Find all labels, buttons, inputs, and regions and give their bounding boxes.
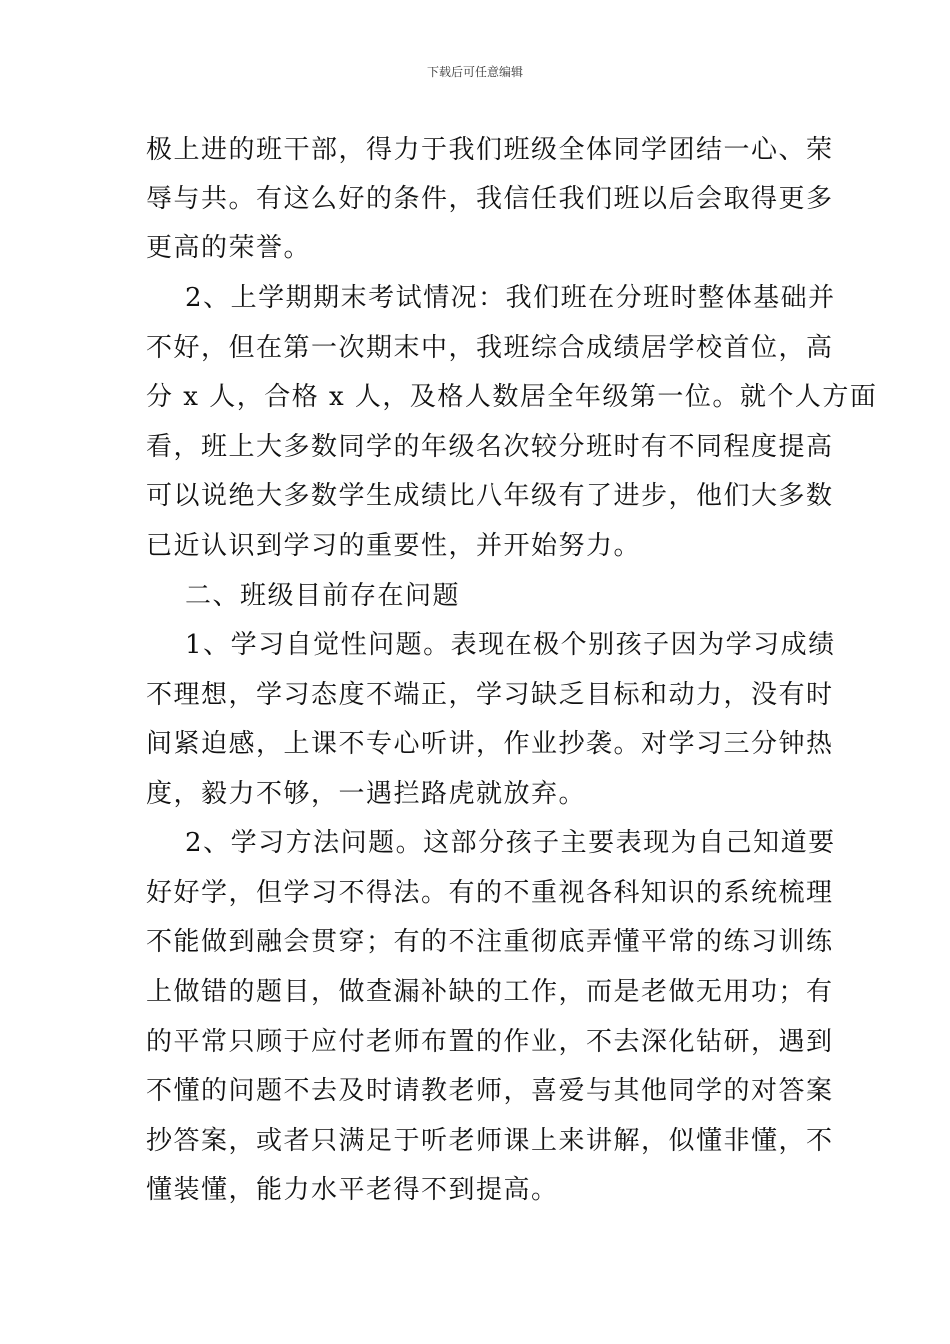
body-line: 2、学习方法问题。这部分孩子主要表现为自己知道要 [146, 828, 836, 858]
body-line: 好好学，但学习不得法。有的不重视各科知识的系统梳理 [146, 878, 834, 908]
body-line: 不懂的问题不去及时请教老师，喜爱与其他同学的对答案 [146, 1076, 834, 1106]
body-line: 的平常只顾于应付老师布置的作业，不去深化钻研，遇到 [146, 1027, 834, 1057]
body-line: 懂装懂，能力水平老得不到提高。 [146, 1175, 559, 1205]
body-line: 二、班级目前存在问题 [146, 581, 461, 611]
body-line: 2、上学期期末考试情况：我们班在分班时整体基础并 [146, 283, 836, 313]
body-line: 已近认识到学习的重要性，并开始努力。 [146, 531, 642, 561]
page-header: 下载后可任意编辑 [426, 65, 523, 79]
body-line: 不好，但在第一次期末中，我班综合成绩居学校首位，高 [146, 333, 834, 363]
body-line: 更高的荣誉。 [146, 233, 312, 263]
body-line: 不能做到融会贯穿；有的不注重彻底弄懂平常的练习训练 [146, 927, 834, 957]
body-line: 抄答案，或者只满足于听老师课上来讲解，似懂非懂，不 [146, 1126, 834, 1156]
body-line: 1、学习自觉性问题。表现在极个别孩子因为学习成绩 [146, 630, 836, 660]
body-line: 看，班上大多数同学的年级名次较分班时有不同程度提高 [146, 432, 834, 462]
body-line: 可以说绝大多数学生成绩比八年级有了进步，他们大多数 [146, 481, 834, 511]
body-line: 上做错的题目，做查漏补缺的工作，而是老做无用功；有 [146, 977, 834, 1007]
body-line: 间紧迫感，上课不专心听讲，作业抄袭。对学习三分钟热 [146, 729, 834, 759]
body-line: 极上进的班干部，得力于我们班级全体同学团结一心、荣 [146, 135, 834, 165]
body-line: 度，毅力不够，一遇拦路虎就放弃。 [146, 779, 587, 809]
body-line: 辱与共。有这么好的条件，我信任我们班以后会取得更多 [146, 184, 834, 214]
body-line: 不理想，学习态度不端正，学习缺乏目标和动力，没有时 [146, 680, 834, 710]
body-line: 分 x 人，合格 x 人，及格人数居全年级第一位。就个人方面 [146, 382, 878, 412]
